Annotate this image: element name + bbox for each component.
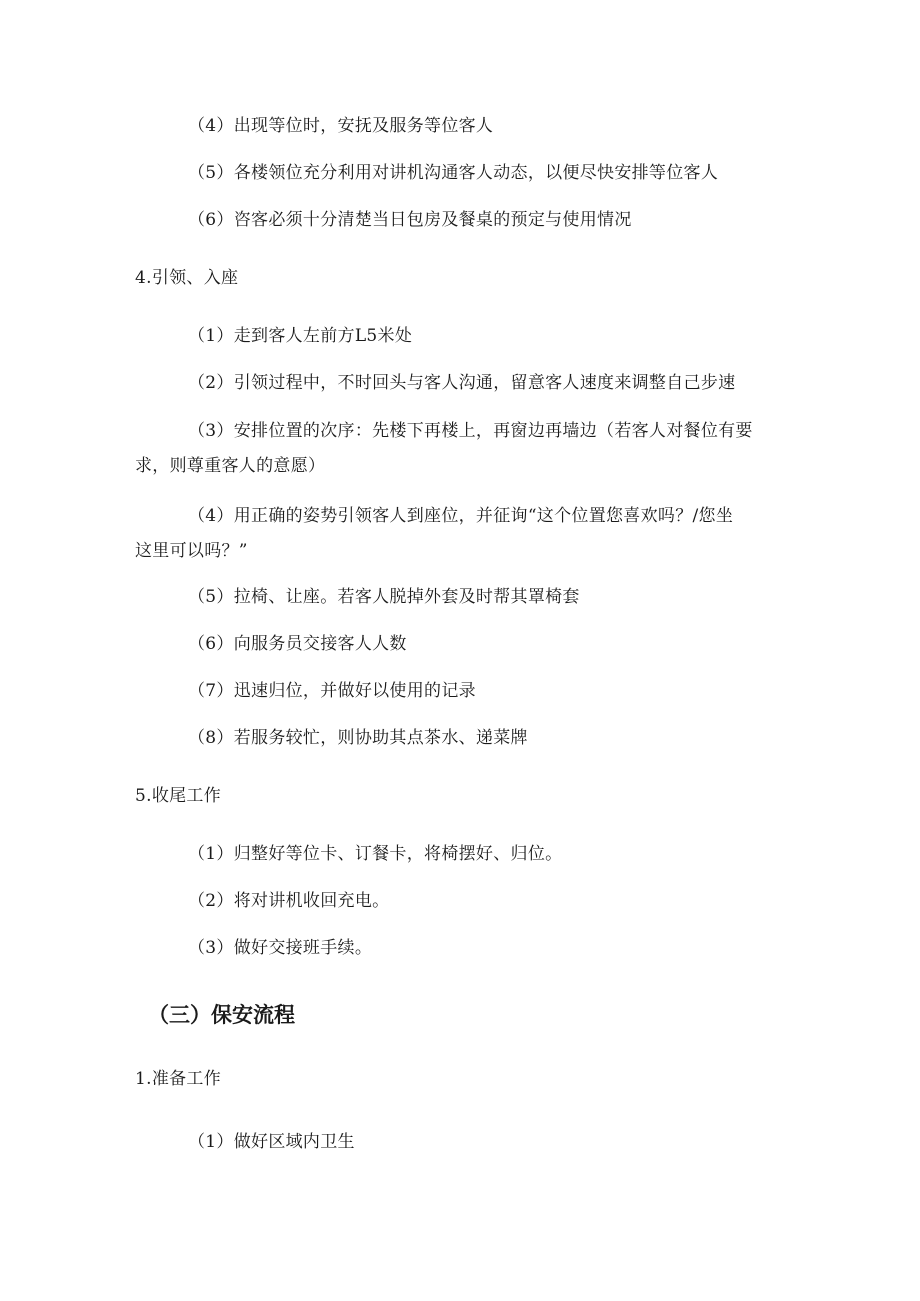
paragraph-item: （2）将对讲机收回充电。 (188, 891, 390, 911)
paragraph-item: （5）各楼领位充分利用对讲机沟通客人动态，以便尽快安排等位客人 (188, 163, 719, 183)
section-heading: （三）保安流程 (148, 1003, 295, 1027)
paragraph-item: （5）拉椅、让座。若客人脱掉外套及时帮其罩椅套 (188, 587, 580, 607)
subheading: 1.准备工作 (135, 1069, 222, 1089)
subheading: 4.引领、入座 (135, 268, 239, 288)
paragraph-item: （4）出现等位时，安抚及服务等位客人 (188, 116, 494, 136)
paragraph-continuation: 这里可以吗？” (135, 541, 248, 561)
paragraph-item: （3）做好交接班手续。 (188, 938, 373, 958)
paragraph-item: （4）用正确的姿势引领客人到座位，并征询“这个位置您喜欢吗？/您坐 (188, 506, 734, 526)
paragraph-item: （7）迅速归位，并做好以使用的记录 (188, 681, 476, 701)
paragraph-item: （1）走到客人左前方L5米处 (188, 326, 413, 346)
paragraph-item: （3）安排位置的次序：先楼下再楼上，再窗边再墙边（若客人对餐位有要 (188, 421, 753, 441)
paragraph-continuation: 求，则尊重客人的意愿） (135, 456, 326, 476)
subheading: 5.收尾工作 (135, 786, 222, 806)
paragraph-item: （2）引领过程中，不时回头与客人沟通，留意客人速度来调整自己步速 (188, 373, 736, 393)
paragraph-item: （8）若服务较忙，则协助其点茶水、递菜牌 (188, 728, 528, 748)
paragraph-item: （6）咨客必须十分清楚当日包房及餐桌的预定与使用情况 (188, 210, 632, 230)
paragraph-item: （6）向服务员交接客人人数 (188, 634, 407, 654)
paragraph-item: （1）归整好等位卡、订餐卡，将椅摆好、归位。 (188, 844, 563, 864)
paragraph-item: （1）做好区域内卫生 (188, 1132, 355, 1152)
